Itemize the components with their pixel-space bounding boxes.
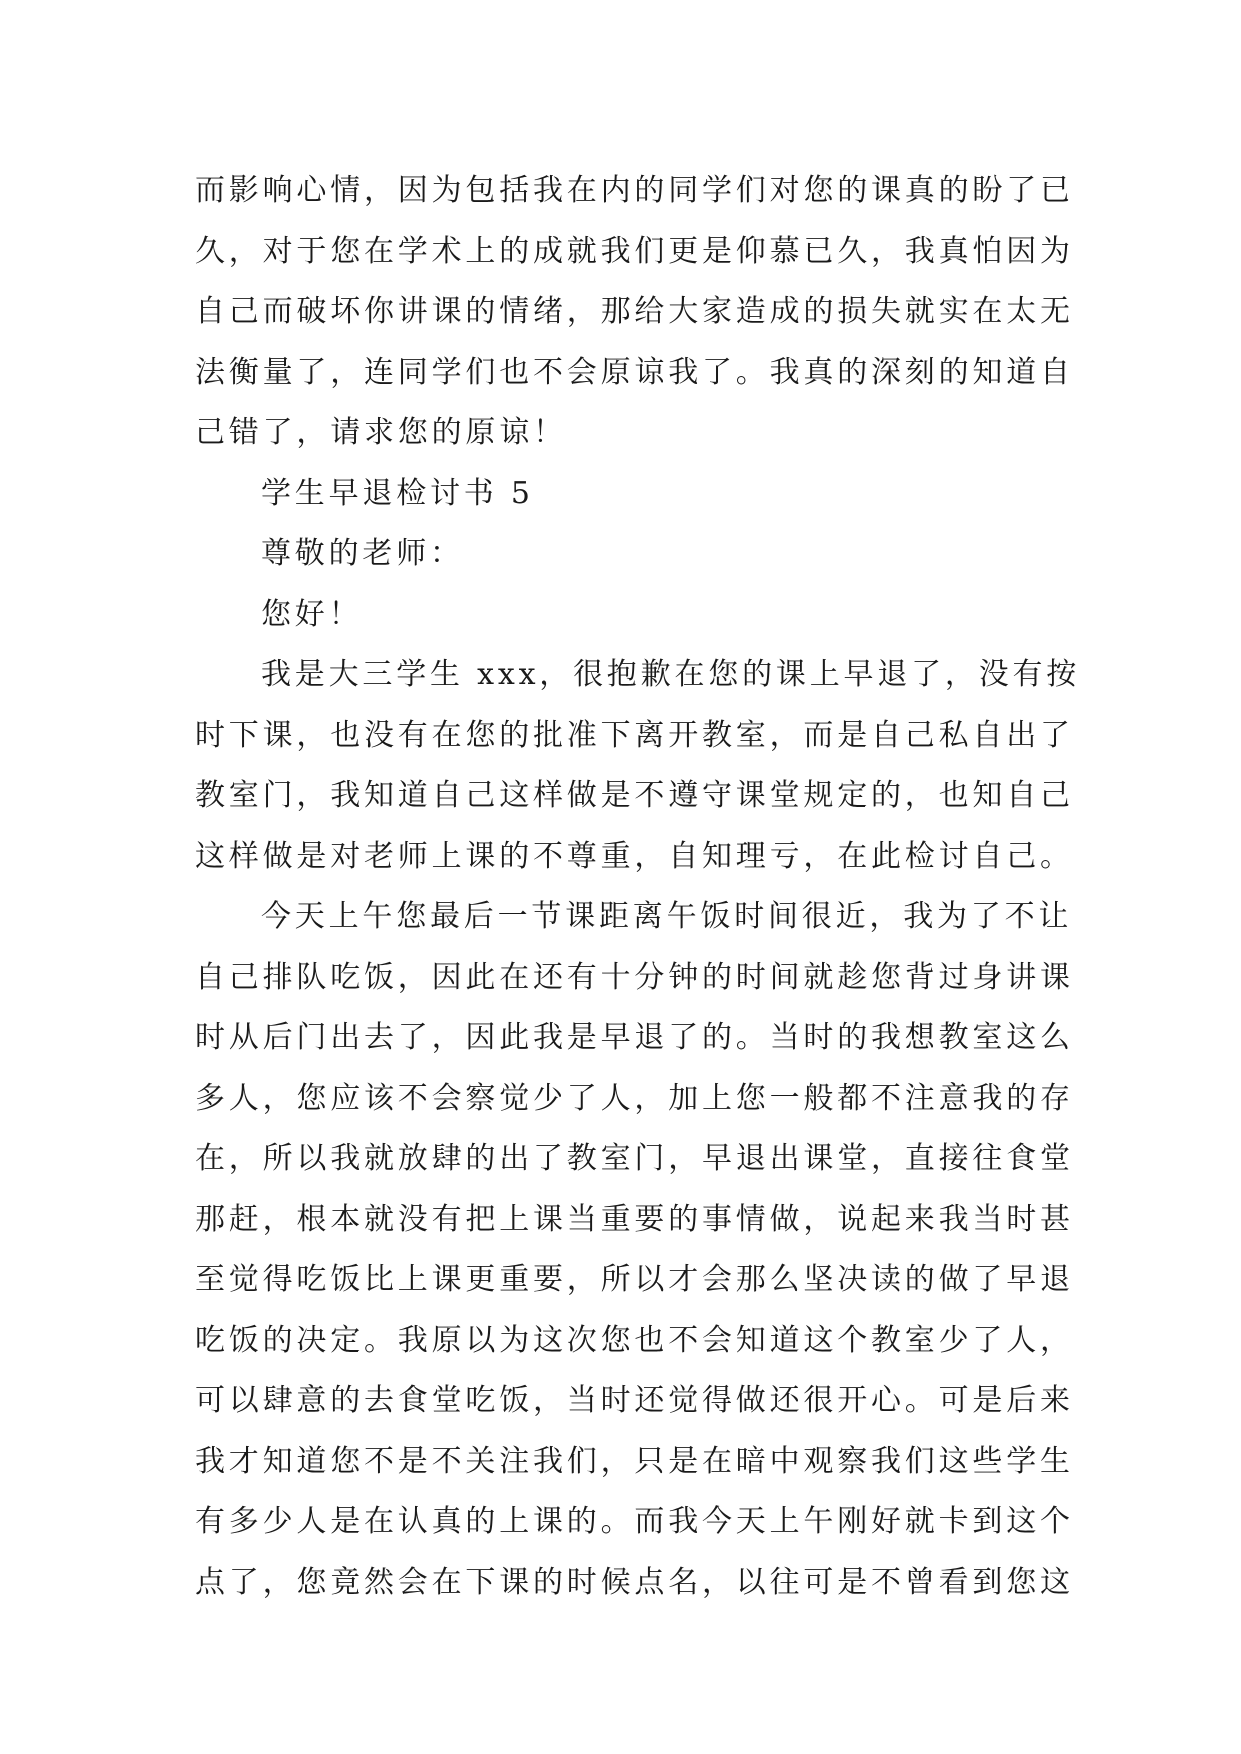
text-line: 您好！ [261,596,363,632]
text-line: 那赶，根本就没有把上课当重要的事情做，说起来我当时甚 [195,1201,1074,1237]
text-line: 时下课，也没有在您的批准下离开教室，而是自己私自出了 [195,717,1074,753]
text-line: 教室门，我知道自己这样做是不遵守课堂规定的，也知自己 [195,778,1074,813]
text-line: 自己而破坏你讲课的情绪，那给大家造成的损失就实在太无 [195,294,1074,329]
text-line: 我才知道您不是不关注我们，只是在暗中观察我们这些学生 [195,1443,1074,1479]
text-line: 尊敬的老师： [261,536,464,571]
text-line: 时从后门出去了，因此我是早退了的。当时的我想教室这么 [195,1020,1074,1055]
text-line: 自己排队吃饭，因此在还有十分钟的时间就趁您背过身讲课 [195,959,1074,995]
text-line: 吃饭的决定。我原以为这次您也不会知道这个教室少了人， [195,1322,1074,1358]
text-line: 久，对于您在学术上的成就我们更是仰慕已久，我真怕因为 [195,233,1074,269]
text-line: 多人，您应该不会察觉少了人，加上您一般都不注意我的存 [195,1080,1074,1116]
text-line: 可以肆意的去食堂吃饭，当时还觉得做还很开心。可是后来 [195,1383,1074,1418]
text-line: 而影响心情，因为包括我在内的同学们对您的课真的盼了已 [195,173,1074,208]
text-line: 学生早退检讨书 5 [261,475,534,511]
document-body [195,161,1081,1613]
text-line: 今天上午您最后一节课距离午饭时间很近，我为了不让 [261,899,1073,934]
text-line: 这样做是对老师上课的不尊重，自知理亏，在此检讨自己。 [195,838,1074,874]
text-line: 有多少人是在认真的上课的。而我今天上午刚好就卡到这个 [195,1504,1074,1539]
text-line: 至觉得吃饭比上课更重要，所以才会那么坚决读的做了早退 [195,1262,1074,1297]
text-line: 在，所以我就放肆的出了教室门，早退出课堂，直接往食堂 [195,1141,1074,1176]
text-line: 我是大三学生 xxx，很抱歉在您的课上早退了，没有按 [261,657,1081,692]
text-line: 点了，您竟然会在下课的时候点名，以往可是不曾看到您这 [195,1564,1074,1600]
text-line: 己错了，请求您的原谅！ [195,415,567,450]
text-line: 法衡量了，连同学们也不会原谅我了。我真的深刻的知道自 [195,354,1074,390]
